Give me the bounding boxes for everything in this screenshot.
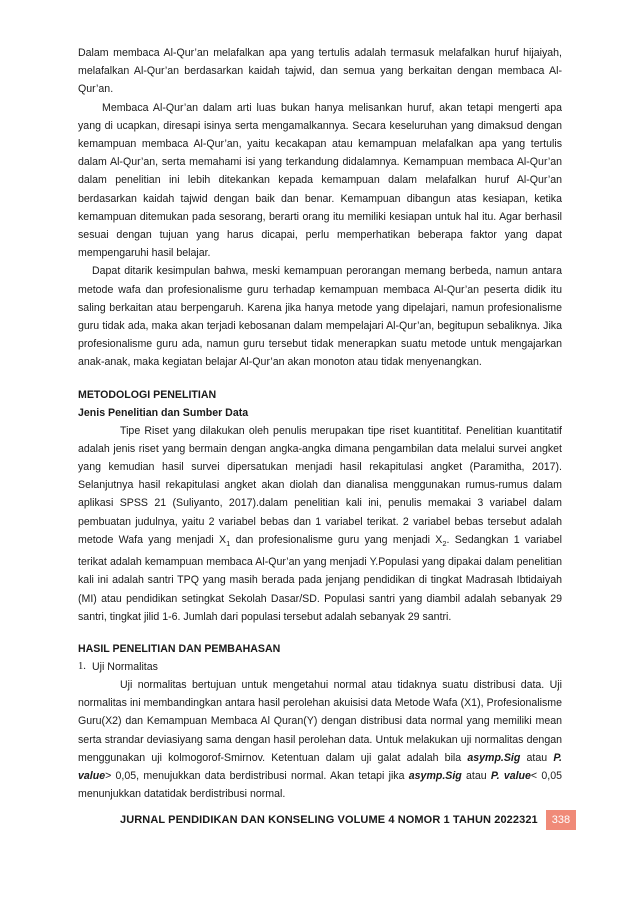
subsection-heading-jenis-penelitian: Jenis Penelitian dan Sumber Data — [78, 406, 249, 419]
metodologi-paragraph: Tipe Riset yang dilakukan oleh penulis merupakan tipe riset kuantititaf. Penelitian kuantitatif adalah jenis riset yang bermain dengan angka-angka dimana pengambilan data melalui survei angket yang kemudian hasil survei dipersatukan menjadi hasil rekapitulasi angket (Paramitha, 2017). Selanjutnya hasil rekapitulasi angket akan diolah dan dianalisa menggunakan rumus-rumus dalam aplikasi SPSS 21 (Suliyanto, 2017).dalam penelitian kali ini, penulis memakai 3 variabel dalam pembuatan judulnya, yaitu 2 variabel bebas dan 1 variabel terikat. 2 variabel bebas tersebut adalah metode Wafa yang menjadi $X_1$ dan profesionalisme guru yang menjadi $X_2$. Sedangkan 1 variabel terikat adalah kemampuan membaca Al-Qur’an yang menjadi Y.Populasi yang dipakai dalam penelitian kali ini adalah santri TPQ yang masih berada pada jenjang pendidikan di tingkat Madrasah Ibtidaiyah (MI) atau pendidikan setingkat Sekolah Dasar/SD. Populasi santri yang diambil adalah sebanyak 29 santri, tingkat jilid 1-6. Jumlah dari populasi tersebut adalah sebanyak 29 santri. — [78, 424, 563, 623]
list-number: 1. — [78, 661, 86, 672]
section-heading-metodologi: METODOLOGI PENELITIAN — [78, 388, 217, 401]
page-footer — [120, 810, 600, 830]
intro-paragraph-3: Dapat ditarik kesimpulan bahwa, meski kemampuan perorangan memang berbeda, namun antara metode wafa dan profesionalisme guru terhadap kemampuan membaca Al-Qur’an peserta didik itu saling berkaitan atau berpengaruh. Karena jika hanya metode yang dipelajari, namun profesionalisme guru tidak ada, maka akan terjadi kebosanan dalam mempelajari Al-Qur’an, begitupun sebaliknya. Jika profesionalisme guru ada, namun guru tersebut tidak menerapkan suatu metode untuk mengajarkan anak-anak, maka kegiatan belajar Al-Qur’an akan monoton atau tidak menyenangkan. — [78, 265, 562, 369]
journal-title: JURNAL PENDIDIKAN DAN KONSELING VOLUME 4 NOMOR 1 TAHUN 2022321 — [120, 814, 538, 826]
page-number-badge: 338 — [546, 810, 576, 830]
list-item-uji-normalitas — [78, 658, 562, 676]
section-heading-hasil: HASIL PENELITIAN DAN PEMBAHASAN — [78, 643, 281, 655]
intro-paragraph-2: Membaca Al-Qur’an dalam arti luas bukan hanya melisankan huruf, akan tetapi mengerti apa yang di ucapkan, diresapi isinya serta mengamalkannya. Secara keseluruhan yang dimaksud dengan kemampuan membaca Al-Qur’an, yaitu kecakapan atau kemampuan melafalkan apa yang tertulis dalam Al-Qur’an, serta memahami isi yang terkandung didalamnya. Kemampuan membaca Al-Qur’an dalam penelitian ini lebih ditekankan kepada kemampuan dalam melafalkan huruf Al-Qur’an berdasarkan kaidah tajwid dengan baik dan benar. Kemampuan dibangun atas kesiapan, ketika kemampuan ditemukan pada sesorang, berarti orang itu memiliki kesiapan untuk hal itu. Agar berhasil sesuai dengan tujuan yang harus dicapai, perlu memperhatikan beberapa faktor yang dapat mempengaruhi hasil belajar. — [78, 101, 562, 260]
intro-paragraph-1: Dalam membaca Al-Qur’an melafalkan apa yang tertulis adalah termasuk melafalkan huruf hijaiyah, melafalkan Al-Qur’an berdasarkan kaidah tajwid, dan semua yang berkaitan dengan membaca Al-Qur’an. — [78, 47, 562, 96]
page-content — [78, 44, 562, 803]
list-label: Uji Normalitas — [92, 661, 158, 673]
hasil-paragraph: Uji normalitas bertujuan untuk mengetahui normal atau tidaknya suatu distribusi data. Uji normalitas ini membandingkan antara hasil perolehan akuisisi data Metode Wafa (X1), Profesionalisme Guru(X2) dan Kemampuan Membaca Al Quran(Y) dengan distribusi data normal yang memiliki mean serta strandar deviasiyang sama dengan hasil perolehan data. Untuk melakukan uji normalitas dengan menggunakan uji kolmogorof-Smirnov. Ketentuan dalam uji galat adalah bila asymp.Sig atau P. value> 0,05, menujukkan data berdistribusi normal. Akan tetapi jika asymp.Sig atau P. value< 0,05 menunjukkan datatidak berdistribusi normal. — [78, 679, 562, 801]
